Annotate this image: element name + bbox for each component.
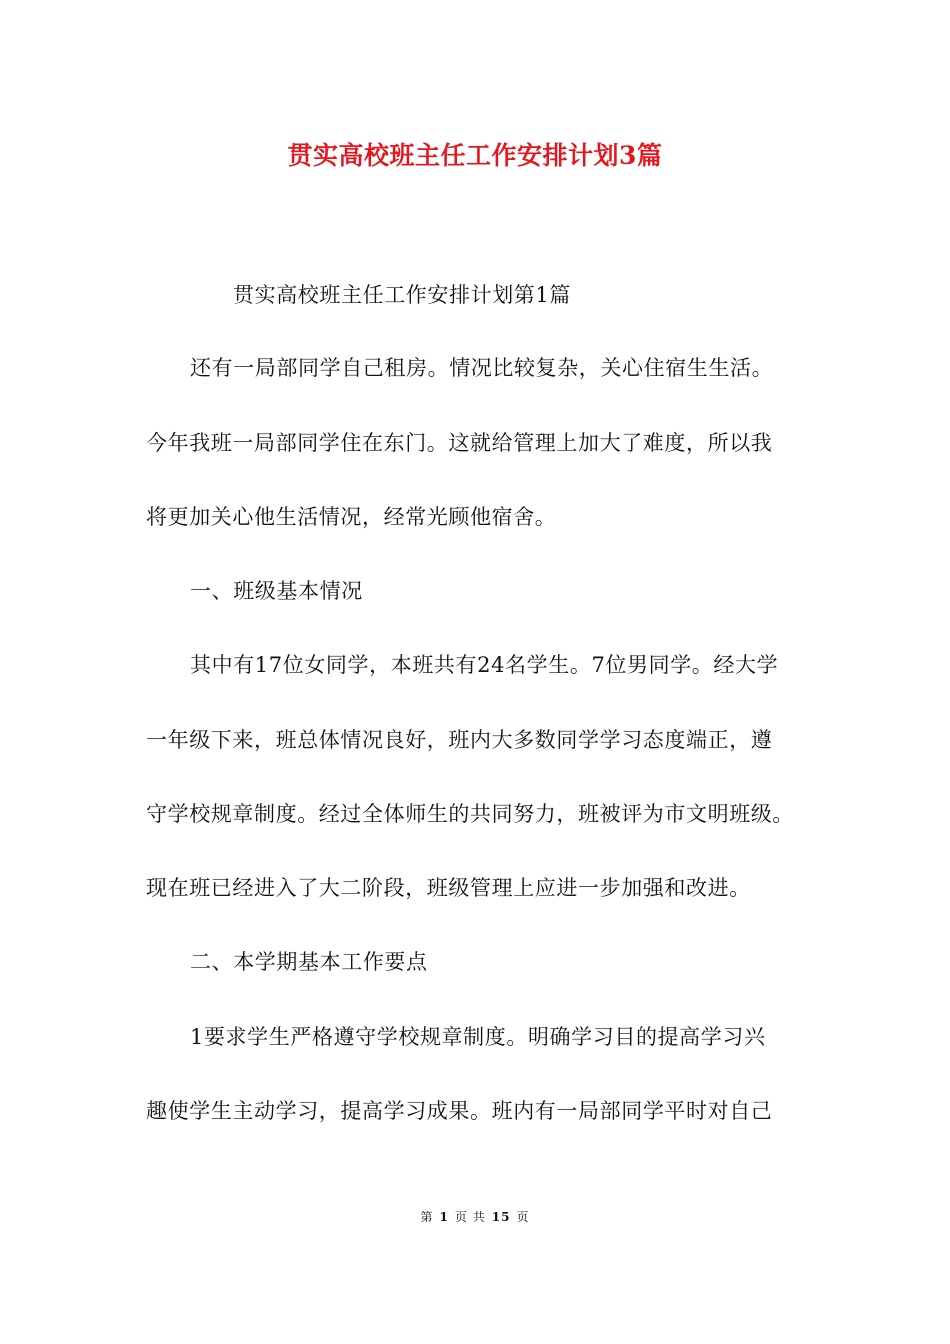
paragraph-line: 1要求学生严格遵守学校规章制度。明确学习目的提高学习兴 [190,1025,766,1049]
footer-suffix: 页 [516,1210,530,1224]
paragraph-line: 还有一局部同学自己租房。情况比较复杂，关心住宿生生活。 [190,356,774,380]
paragraph-line: 趣使学生主动学习，提高学习成果。班内有一局部同学平时对自己 [146,1099,773,1123]
section-heading-work-points: 二、本学期基本工作要点 [190,950,428,974]
section-heading-part-1: 贯实高校班主任工作安排计划第1篇 [233,283,571,307]
paragraph-line: 一年级下来，班总体情况良好，班内大多数同学学习态度端正，遵 [146,728,773,752]
paragraph-line: 将更加关心他生活情况，经常光顾他宿舍。 [146,505,557,529]
paragraph-line: 守学校规章制度。经过全体师生的共同努力，班被评为市文明班级。 [146,802,794,826]
paragraph-line: 现在班已经进入了大二阶段，班级管理上应进一步加强和改进。 [146,876,751,900]
paragraph-line: 今年我班一局部同学住在东门。这就给管理上加大了难度，所以我 [146,431,773,455]
footer-prefix: 第 [420,1210,434,1224]
section-heading-class-basics: 一、班级基本情况 [190,579,363,603]
footer-mid: 页 共 [454,1210,486,1224]
page-footer [0,1208,950,1225]
paragraph-line: 其中有17位女同学，本班共有24名学生。7位男同学。经大学 [190,653,779,677]
footer-total-pages: 15 [491,1210,511,1224]
document-title: 贯实高校班主任工作安排计划3篇 [287,141,663,170]
footer-current-page: 1 [439,1210,449,1224]
